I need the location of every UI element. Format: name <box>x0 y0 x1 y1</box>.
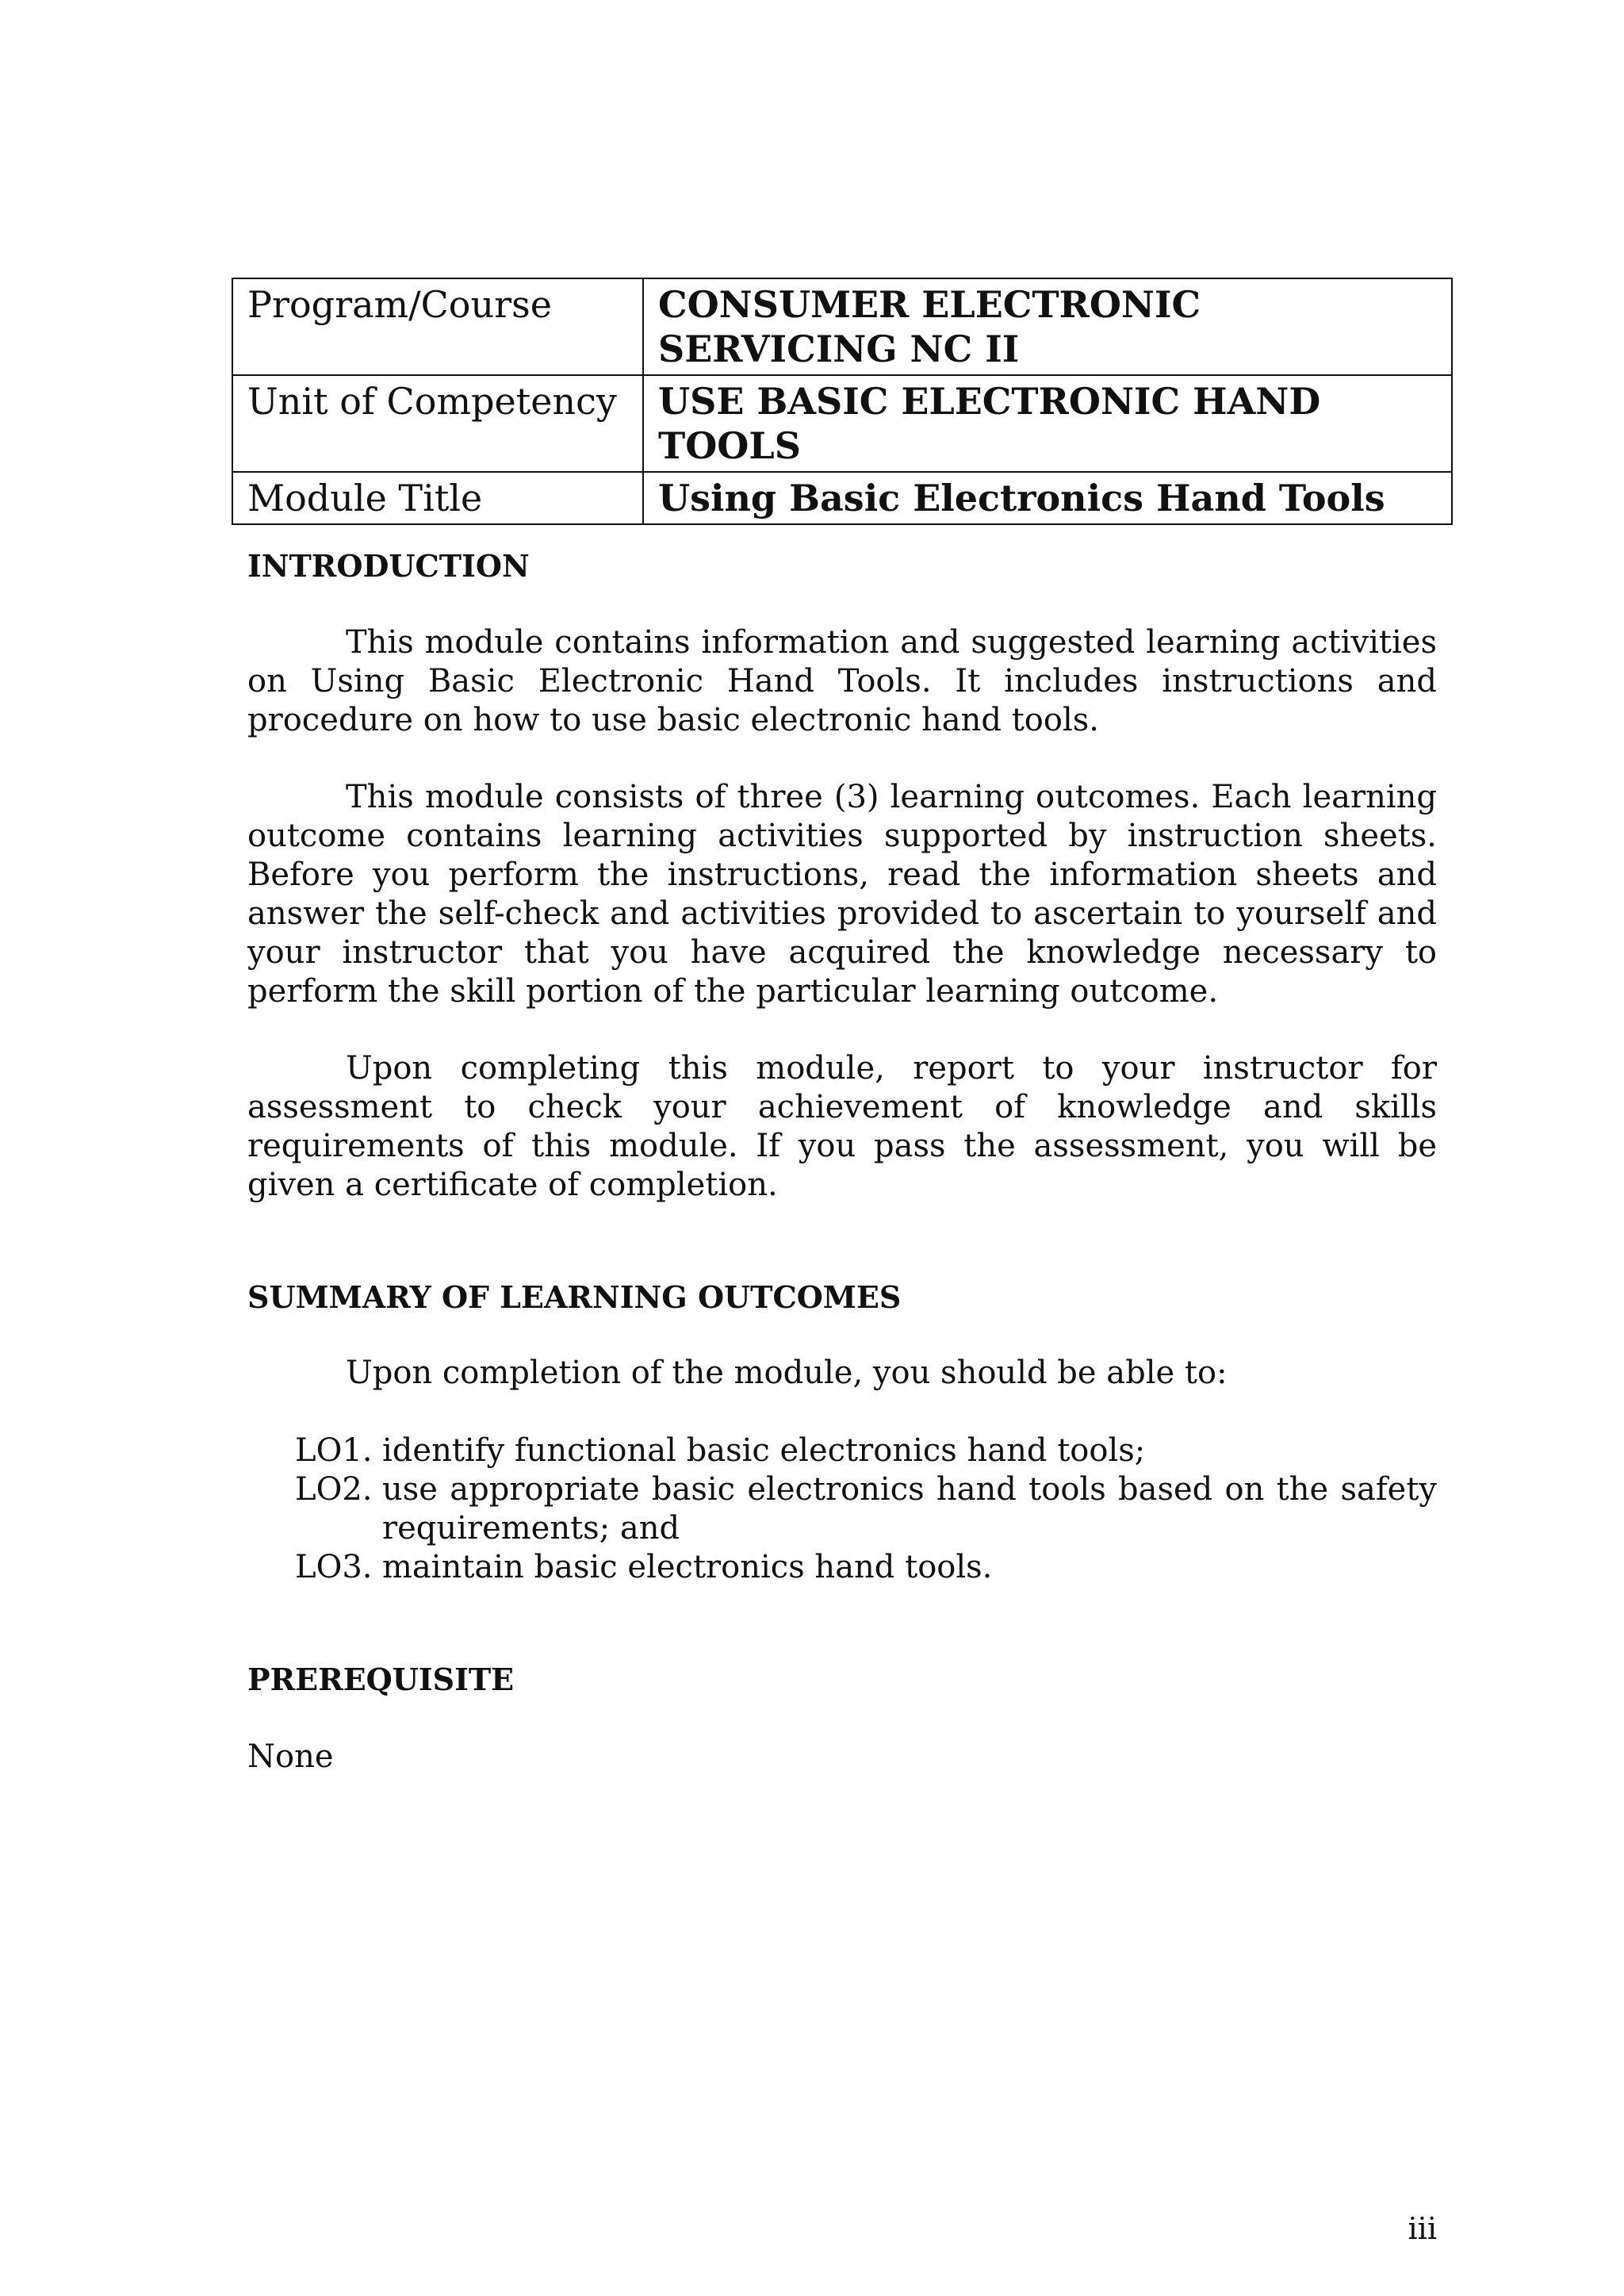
list-item <box>295 1432 1437 1470</box>
summary-lead: Upon completion of the module, you should be able to: <box>346 1355 1228 1391</box>
outcome-number: LO3. <box>295 1549 373 1585</box>
outcome-number: LO2. <box>295 1471 373 1508</box>
unit-of-competency-label: Unit of Competency <box>232 375 643 472</box>
table-row <box>232 375 1452 472</box>
table-row <box>232 472 1452 524</box>
page-number: iii <box>1408 2211 1437 2246</box>
summary-heading: SUMMARY OF LEARNING OUTCOMES <box>247 1279 902 1315</box>
outcome-text: use appropriate basic electronics hand tools based on the safety requirements; and <box>382 1471 1437 1547</box>
introduction-paragraph-3: Upon completing this module, report to your instructor for assessment to check your achievement of knowledge and skills requirements of this module. If you pass the assessment, you will be given a certificate of completion. <box>247 1050 1437 1203</box>
list-item <box>295 1548 1437 1587</box>
program-course-value: CONSUMER ELECTRONIC SERVICING NC II <box>643 278 1452 375</box>
prerequisite-heading: PREREQUISITE <box>247 1662 515 1697</box>
program-course-label: Program/Course <box>232 278 643 375</box>
outcome-text: maintain basic electronics hand tools. <box>382 1549 993 1585</box>
learning-outcomes-list <box>295 1432 1437 1587</box>
outcome-text: identify functional basic electronics hand tools; <box>382 1432 1146 1469</box>
list-item <box>295 1470 1437 1548</box>
table-row <box>232 278 1452 375</box>
module-title-label: Module Title <box>232 472 643 524</box>
outcome-number: LO1. <box>295 1432 373 1469</box>
module-title-value: Using Basic Electronics Hand Tools <box>643 472 1452 524</box>
introduction-heading: INTRODUCTION <box>247 548 530 584</box>
introduction-paragraph-1: This module contains information and suggested learning activities on Using Basic Electronic Hand Tools. It includes instructions and procedure on how to use basic electronic hand tools. <box>247 624 1437 738</box>
module-info-table <box>232 278 1453 525</box>
unit-of-competency-value: USE BASIC ELECTRONIC HAND TOOLS <box>643 375 1452 472</box>
prerequisite-text: None <box>247 1738 334 1775</box>
introduction-paragraph-2: This module consists of three (3) learning outcomes. Each learning outcome contains learning activities supported by instruction sheets. Before you perform the instructions, read the information sheets and answer the self-check and activities provided to ascertain to yourself and your instructor that you have acquired the knowledge necessary to perform the skill portion of the particular learning outcome. <box>247 779 1437 1010</box>
